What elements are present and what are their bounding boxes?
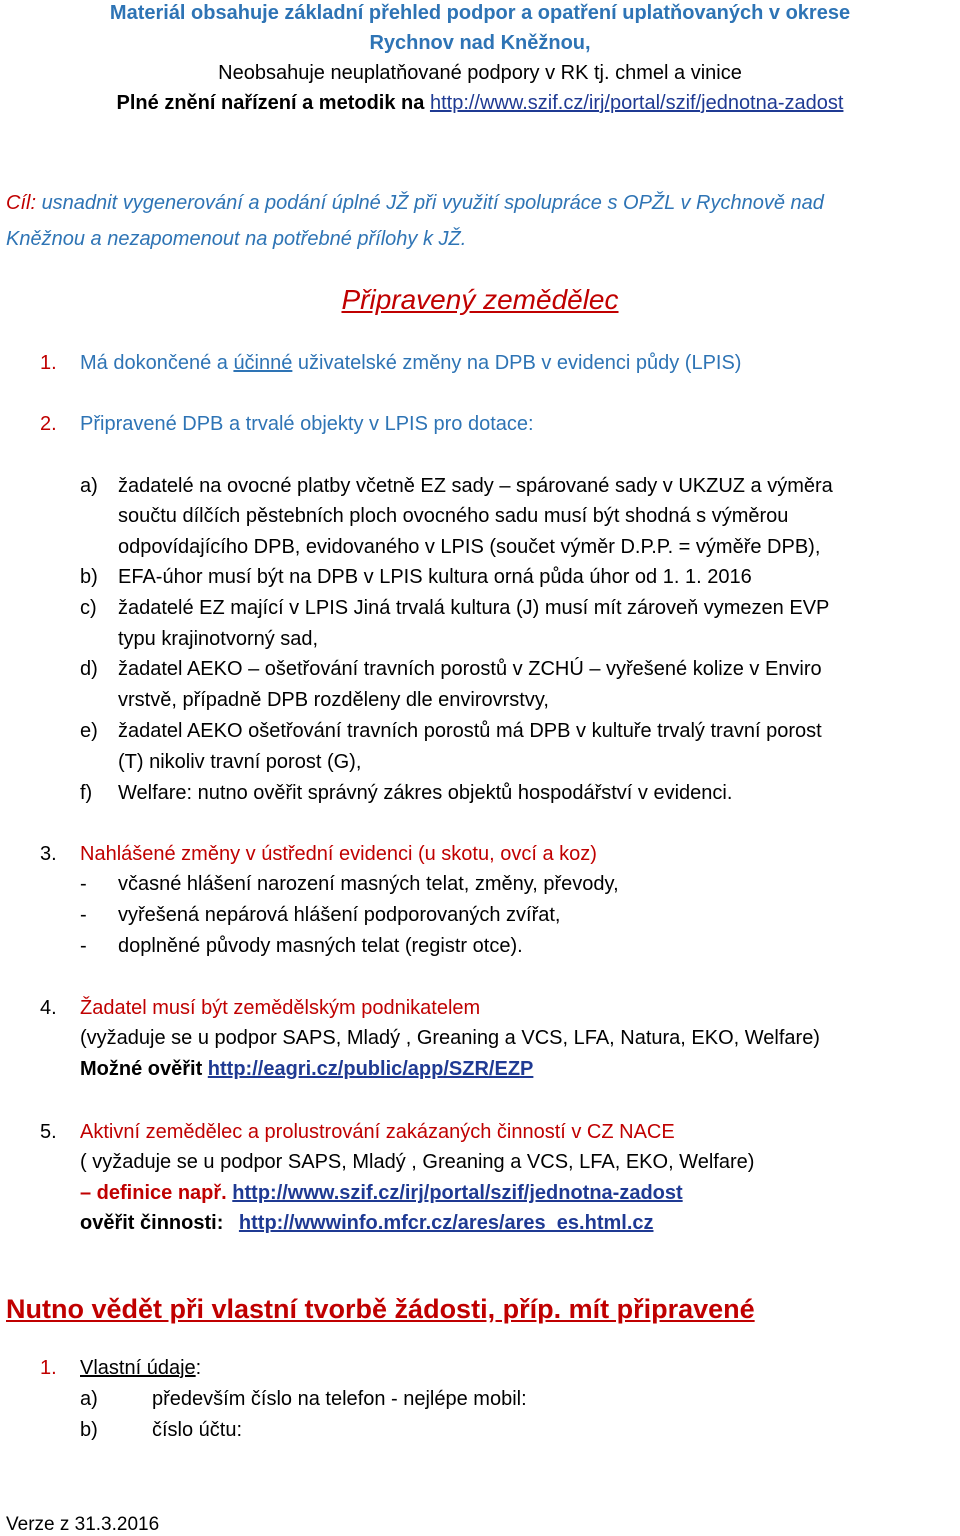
item-2-title: Připravené DPB a trvalé objekty v LPIS pro dotace: <box>80 413 534 435</box>
item-3-number: 3. <box>40 843 57 865</box>
eagri-link[interactable]: http://eagri.cz/public/app/SZR/EZP <box>207 1058 534 1080</box>
item-3-bullet-2: vyřešená nepárová hlášení podporovaných zvířat, <box>118 904 561 926</box>
item-5-definition <box>80 1182 683 1205</box>
item-1-text <box>80 352 741 375</box>
goal-label: Cíl: <box>6 192 36 214</box>
sub-e-line-2: (T) nikoliv travní porost (G), <box>118 751 362 773</box>
item-5-number: 5. <box>40 1121 57 1143</box>
sub-d-line-1: žadatel AEKO – ošetřování travních porostů v ZCHÚ – vyřešené kolize v Enviro <box>118 658 822 680</box>
item-3-title: Nahlášené změny v ústřední evidenci (u skotu, ovcí a koz) <box>80 843 597 865</box>
item-5-title: Aktivní zemědělec a prolustrování zakázaných činností v CZ NACE <box>80 1121 675 1143</box>
goal-line-2: Kněžnou a nezapomenout na potřebné přílohy k JŽ. <box>6 228 467 250</box>
header-line-4-prefix: Plné znění nařízení a metodik na <box>116 92 430 114</box>
section-title-prepared-farmer: Připravený zemědělec <box>341 284 619 315</box>
sub-d-line-2: vrstvě, případně DPB rozděleny dle envirovrstvy, <box>118 689 549 711</box>
item-3-bullet-1: včasné hlášení narození masných telat, změny, převody, <box>118 873 619 895</box>
own-data-colon: : <box>195 1357 202 1379</box>
section2-sub-b-text: číslo účtu: <box>152 1419 243 1441</box>
header-line-2: Rychnov nad Kněžnou, <box>369 32 591 54</box>
version-footer: Verze z 31.3.2016 <box>6 1514 160 1535</box>
sub-a-line-3: odpovídajícího DPB, evidovaného v LPIS (součet výměr D.P.P. = výměře DPB), <box>118 536 821 558</box>
own-data-title: Vlastní údaje <box>80 1357 196 1379</box>
item-3-dash-1: - <box>80 873 87 895</box>
goal-line-1 <box>6 192 824 215</box>
item-1-underlined: účinné <box>233 352 293 374</box>
header-line-4 <box>0 92 960 115</box>
item-4-note: (vyžaduje se u podpor SAPS, Mladý , Greaning a VCS, LFA, Natura, EKO, Welfare) <box>80 1027 820 1049</box>
section2-item-1-title <box>80 1357 201 1380</box>
header-line-1: Materiál obsahuje základní přehled podpor a opatření uplatňovaných v okrese <box>109 2 851 24</box>
item-1-pre: Má dokončené a <box>80 352 234 374</box>
item-5-note: ( vyžaduje se u podpor SAPS, Mladý , Greaning a VCS, LFA, EKO, Welfare) <box>80 1151 755 1173</box>
item-5-check-label: ověřit činnosti: <box>80 1212 224 1234</box>
sub-b-letter: b) <box>80 566 98 588</box>
sub-a-line-1: žadatelé na ovocné platby včetně EZ sady – spárované sady v UKZUZ a výměra <box>118 475 833 497</box>
item-4-verify <box>80 1058 533 1081</box>
sub-f-line-1: Welfare: nutno ověřit správný zákres objektů hospodářství v evidenci. <box>118 782 733 804</box>
item-2-number: 2. <box>40 413 57 435</box>
item-4-title: Žadatel musí být zemědělským podnikatelem <box>80 997 481 1019</box>
sub-a-line-2: součtu dílčích pěstebních ploch ovocného sadu musí být shodná s výměrou <box>118 505 789 527</box>
section2-sub-a-letter: a) <box>80 1388 98 1410</box>
item-5-def-label: – definice např. <box>80 1182 227 1204</box>
sub-a-letter: a) <box>80 475 98 497</box>
szif-definition-link[interactable]: http://www.szif.cz/irj/portal/szif/jednotna-zadost <box>232 1182 683 1204</box>
sub-e-letter: e) <box>80 720 98 742</box>
goal-text-1: usnadnit vygenerování a podání úplné JŽ při využití spolupráce s OPŽL v Rychnově nad <box>41 192 824 214</box>
item-5-check <box>80 1212 654 1235</box>
section2-sub-b-letter: b) <box>80 1419 98 1441</box>
sub-f-letter: f) <box>80 782 93 804</box>
section2-item-1-number: 1. <box>40 1357 57 1379</box>
ares-link[interactable]: http://wwwinfo.mfcr.cz/ares/ares_es.html.cz <box>238 1212 654 1234</box>
sub-e-line-1: žadatel AEKO ošetřování travních porostů má DPB v kultuře trvalý travní porost <box>118 720 822 742</box>
item-3-dash-2: - <box>80 904 87 926</box>
item-3-dash-3: - <box>80 935 87 957</box>
item-4-verify-label: Možné ověřit <box>80 1058 208 1080</box>
section2-sub-a-text: především číslo na telefon - nejlépe mobil: <box>152 1388 527 1410</box>
item-1-post: uživatelské změny na DPB v evidenci půdy (LPIS) <box>292 352 742 374</box>
sub-d-letter: d) <box>80 658 98 680</box>
item-3-bullet-3: doplněné původy masných telat (registr otce). <box>118 935 523 957</box>
sub-c-letter: c) <box>80 597 97 619</box>
section-title-need-to-know: Nutno vědět při vlastní tvorbě žádosti, příp. mít připravené <box>6 1294 755 1324</box>
sub-b-line-1: EFA-úhor musí být na DPB v LPIS kultura orná půda úhor od 1. 1. 2016 <box>118 566 752 588</box>
header-line-3: Neobsahuje neuplatňované podpory v RK tj. chmel a vinice <box>218 62 742 84</box>
sub-c-line-1: žadatelé EZ mající v LPIS Jiná trvalá kultura (J) musí mít zároveň vymezen EVP <box>118 597 830 619</box>
szif-link[interactable]: http://www.szif.cz/irj/portal/szif/jednotna-zadost <box>429 92 844 114</box>
item-4-number: 4. <box>40 997 57 1019</box>
item-1-number: 1. <box>40 352 57 374</box>
sub-c-line-2: typu krajinotvorný sad, <box>118 628 319 650</box>
